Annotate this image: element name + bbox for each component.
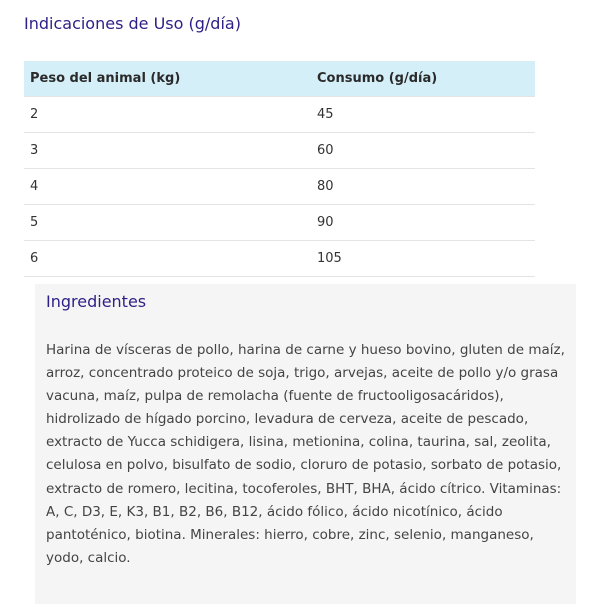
table-header-row: [24, 61, 535, 97]
cell-consumption: 105: [311, 241, 535, 277]
cell-consumption: 80: [311, 169, 535, 205]
cell-weight: 5: [24, 205, 311, 241]
table-row: [24, 241, 535, 277]
cell-weight: 2: [24, 97, 311, 133]
cell-weight: 6: [24, 241, 311, 277]
ingredients-title: Ingredientes: [46, 292, 147, 311]
cell-weight: 3: [24, 133, 311, 169]
header-weight: Peso del animal (kg): [24, 61, 311, 97]
table-row: [24, 169, 535, 205]
cell-consumption: 90: [311, 205, 535, 241]
ingredients-text: Harina de vísceras de pollo, harina de carne y hueso bovino, gluten de maíz, arroz, concentrado proteico de soja, trigo, arvejas, aceite de pollo y/o grasa vacuna, maíz, pulpa de remolacha (fuente de fructooligosacáridos), hidrolizado de hígado porcino, levadura de cerveza, aceite de pescado, extracto de Yucca schidigera, lisina, metionina, colina, taurina, sal, zeolita, celulosa en polvo, bisulfato de sodio, cloruro de potasio, sorbato de potasio, extracto de romero, lecitina, tocoferoles, BHT, BHA, ácido cítrico. Vitaminas: A, C, D3, E, K3, B1, B2, B6, B12, ácido fólico, ácido nicotínico, ácido pantoténico, biotina. Minerales: hierro, cobre, zinc, selenio, manganeso, yodo, calcio.: [46, 342, 565, 566]
usage-table: [24, 61, 535, 277]
cell-consumption: 60: [311, 133, 535, 169]
ingredients-panel: [35, 284, 576, 604]
usage-section-title: Indicaciones de Uso (g/día): [24, 14, 241, 33]
cell-weight: 4: [24, 169, 311, 205]
table-row: [24, 133, 535, 169]
header-consumption: Consumo (g/día): [311, 61, 535, 97]
table-row: [24, 97, 535, 133]
cell-consumption: 45: [311, 97, 535, 133]
table-row: [24, 205, 535, 241]
